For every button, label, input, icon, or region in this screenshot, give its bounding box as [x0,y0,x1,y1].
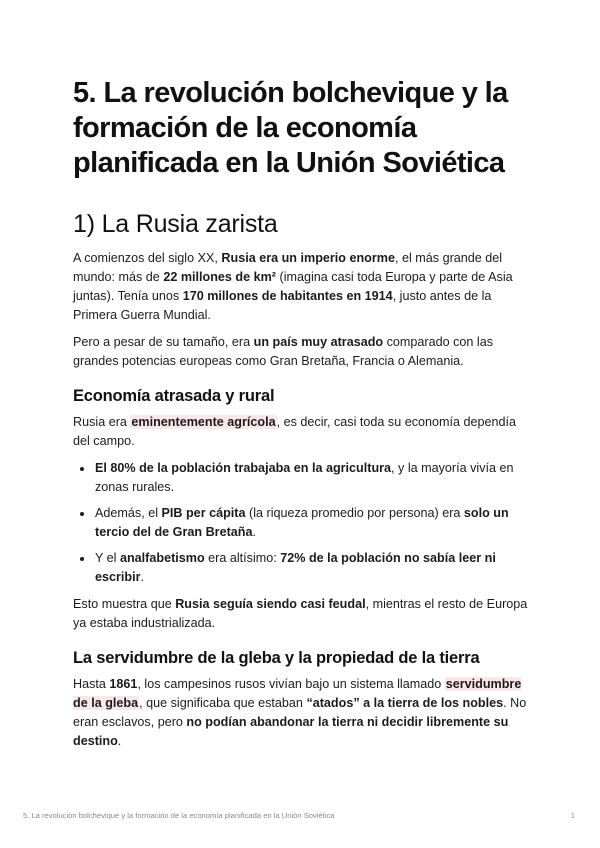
text-run: Rusia era [73,415,131,429]
paragraph-servidumbre [73,675,531,751]
subheading-economia: Economía atrasada y rural [73,387,275,405]
bold-run: El 80% de la población trabajaba en la agricultura [95,461,392,475]
highlighted-bold-run: eminentemente agrícola [131,415,276,429]
text-run: , el más grande del mundo: más de [73,251,503,284]
text-run: . [140,570,145,584]
text-run: (imagina casi toda Europa y parte de Asia juntas). Tenía unos [73,270,513,303]
text-run: . No eran esclavos, pero [73,696,527,729]
bold-run: Rusia seguía siendo casi feudal [175,597,366,611]
text-run: , que significaba que estaban [139,696,307,710]
paragraph-agricola [73,413,531,451]
text-run: Además, el [95,506,162,520]
page-number: 1 [570,811,575,820]
bold-run: 1861 [109,677,138,691]
list-item [94,504,531,542]
text-run: , justo antes de la Primera Guerra Mundial. [73,289,492,322]
bold-run: no podían abandonar la tierra ni decidir libremente su destino [73,715,509,748]
paragraph-feudal [73,595,531,633]
subheading-servidumbre: La servidumbre de la gleba y la propiedad de la tierra [73,649,480,667]
text-run: era altísimo: [204,551,281,565]
text-run: , es decir, casi toda su economía dependía del campo. [73,415,517,448]
bullet-list [73,459,531,587]
page-footer [23,811,575,820]
paragraph-atrasado [73,333,531,371]
highlighted-bold-run: servidumbre de la gleba [73,677,522,710]
text-run: , y la mayoría vivía en zonas rurales. [95,461,514,494]
document-page [73,76,531,759]
bold-run: 170 millones de habitantes en 1914 [182,289,393,303]
bold-run: un país muy atrasado [253,335,384,349]
bold-run: 72% de la población no sabía leer ni escribir [95,551,496,584]
text-run: Esto muestra que [73,597,176,611]
text-run: comparado con las grandes potencias europeas como Gran Bretaña, Francia o Alemania. [73,335,494,368]
bold-run: PIB per cápita [161,506,246,520]
bold-run: “atados” a la tierra de los nobles [306,696,504,710]
list-item [94,549,531,587]
text-run: Hasta [73,677,110,691]
list-item [94,459,531,497]
bold-run: analfabetismo [119,551,205,565]
text-run: , mientras el resto de Europa ya estaba industrializada. [73,597,528,630]
paragraph-imperio [73,249,531,325]
footer-title: 5. La revolución bolchevique y la formación de la economía planificada en la Unión Soviética [23,811,335,820]
bold-run: solo un tercio del de Gran Bretaña [95,506,509,539]
bold-run: 22 millones de km² [163,270,276,284]
page-title: 5. La revolución bolchevique y la formación de la economía planificada en la Unión Soviética [73,77,508,179]
text-run: Pero a pesar de su tamaño, era [73,335,254,349]
text-run: , los campesinos rusos vivían bajo un sistema llamado [137,677,445,691]
text-run: . [117,734,122,748]
text-run: A comienzos del siglo XX, [73,251,222,265]
text-run: . [252,525,256,539]
bold-run: Rusia era un imperio enorme [221,251,395,265]
section-heading-rusia-zarista: 1) La Rusia zarista [73,210,278,238]
text-run: Y el [95,551,120,565]
text-run: (la riqueza promedio por persona) era [245,506,464,520]
